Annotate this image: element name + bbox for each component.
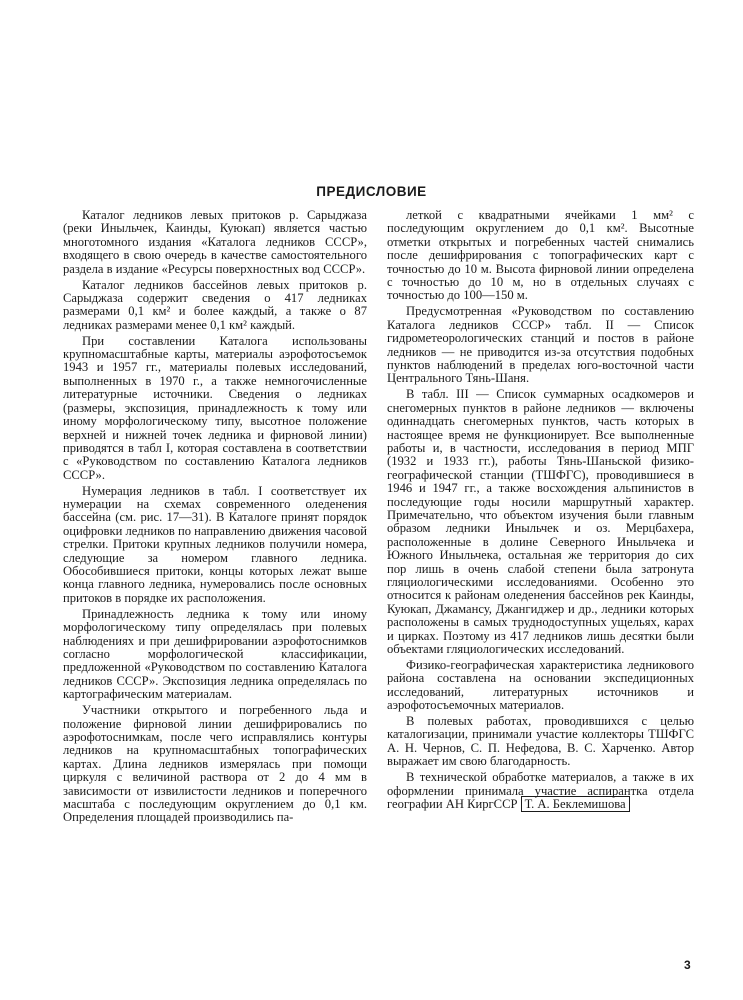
paragraph: Принадлежность ледника к тому или иному морфологическому типу определялась при полевых наблюдениях и при дешифрировании аэрофотоснимков согласно морфологической классификации, предложенной «Руководством по составлению Каталога ледников СССР». Экспозиция ледника определялась по картографическим материалам. (63, 606, 367, 702)
signature: Т. А. Беклемишова (521, 796, 630, 812)
final-paragraph-text: В технической обработке материалов, а также в их оформлении принимала участие аспирантка отдела географии АН КиргССР (387, 770, 694, 811)
paragraph: Нумерация ледников в табл. I соответствует их нумерации на схемах современного оледенения бассейна (см. рис. 17—31). В Каталоге принят порядок оцифровки ледников по направлению движения часовой стрелки. Притоки крупных ледников получили номера, следующие за номером главного ледника. Обособившиеся притоки, концы которых лежат выше конца главного ледника, нумеровались после основных притоков в порядке их расположения. (63, 483, 367, 605)
page-number: 3 (684, 958, 691, 972)
right-column (387, 209, 694, 814)
final-paragraph (387, 771, 694, 811)
page-title: ПРЕДИСЛОВИЕ (316, 184, 427, 199)
paragraph: Каталог ледников левых притоков р. Сарыджаза (реки Иныльчек, Каинды, Куюкап) является частью многотомного издания «Каталога ледников СССР», входящего в свою очередь в качестве самостоятельного раздела в издание «Ресурсы поверхностных вод СССР». (63, 208, 367, 276)
left-column (63, 209, 367, 827)
paragraph: леткой с квадратными ячейками 1 мм² с последующим округлением до 0,1 км². Высотные отметки открытых и погребенных частей снимались после дешифрирования с топографических карт с точностью до 10 м. Высота фирновой линии определена с точностью до 10 м, но в отдельных случаях с точностью до 100—150 м. (387, 208, 694, 303)
paragraph: Предусмотренная «Руководством по составлению Каталога ледников СССР» табл. II — Список гидрометеорологических станций и постов в районе ледников — не приводится из-за отсутствия подобных пунктов наблюдений в пределах юго-восточной части Центрального Тянь-Шаня. (387, 304, 694, 386)
paragraph: При составлении Каталога использованы крупномасштабные карты, материалы аэрофотосъемок 1943 и 1957 гг., материалы полевых исследований, выполненных в 1970 г., а также немногочисленные литературные источники. Сведения о ледниках (размеры, экспозиция, принадлежность к тому или иному морфологическому типу, высотное положение верхней и нижней точек ледника и фирновой линии) приводятся в табл I, которая составлена в соответствии с «Руководством по составлению Каталога ледников СССР». (63, 333, 367, 482)
paragraph: Каталог ледников бассейнов левых притоков р. Сарыджаза содержит сведения о 417 ледниках размерами 0,1 км² и более каждый, а также о 87 ледниках размерами менее 0,1 км² каждый. (63, 277, 367, 332)
paragraph: В полевых работах, проводившихся с целью каталогизации, принимали участие коллекторы ТШФГС А. Н. Чернов, С. П. Нефедова, В. С. Харченко. Автор выражает им свою благодарность. (387, 714, 694, 769)
paragraph: Физико-географическая характеристика ледникового района составлена на основании экспедиционных исследований, литературных источников и аэрофотосъемочных материалов. (387, 657, 694, 713)
paragraph: В табл. III — Список суммарных осадкомеров и снегомерных пунктов в районе ледников — включены одиннадцать снегомерных пунктов, часть которых в настоящее время не функционирует. Все выполненные работы и, в частности, исследования в период МПГ (1932 и 1933 гг.), работы Тянь-Шаньской физико-географической станции (ТШФГС), проводившиеся в 1946 и 1947 гг., а также восхождения альпинистов в последующие годы носили маршрутный характер. Примечательно, что объектом изучения были главным образом ледники Иныльчек и оз. Мерцбахера, расположенные в долине Северного Иныльчека и Южного Иныльчека, остальная же территория до сих пор лишь в очень слабой степени была затронута гляциологическими исследованиями. Особенно это относится к районам оледенения бассейнов рек Каинды, Куюкап, Джамансу, Джангиджер и др., ледники которых расположены в самых труднодоступных ущельях, карах и цирках. Поэтому из 417 ледников лишь десятки были объектами гляциологических исследований. (387, 387, 694, 656)
paragraph: Участники открытого и погребенного льда и положение фирновой линии дешифрировались по аэрофотоснимкам, после чего исправлялись контуры ледников на крупномасштабных топографических картах. Длина ледников измерялась при помощи циркуля с величиной раствора от 2 до 4 мм в зависимости от извилистости ледников и поперечного масштаба с последующим округлением до 0,1 км. Определения площадей производились па- (63, 703, 367, 825)
